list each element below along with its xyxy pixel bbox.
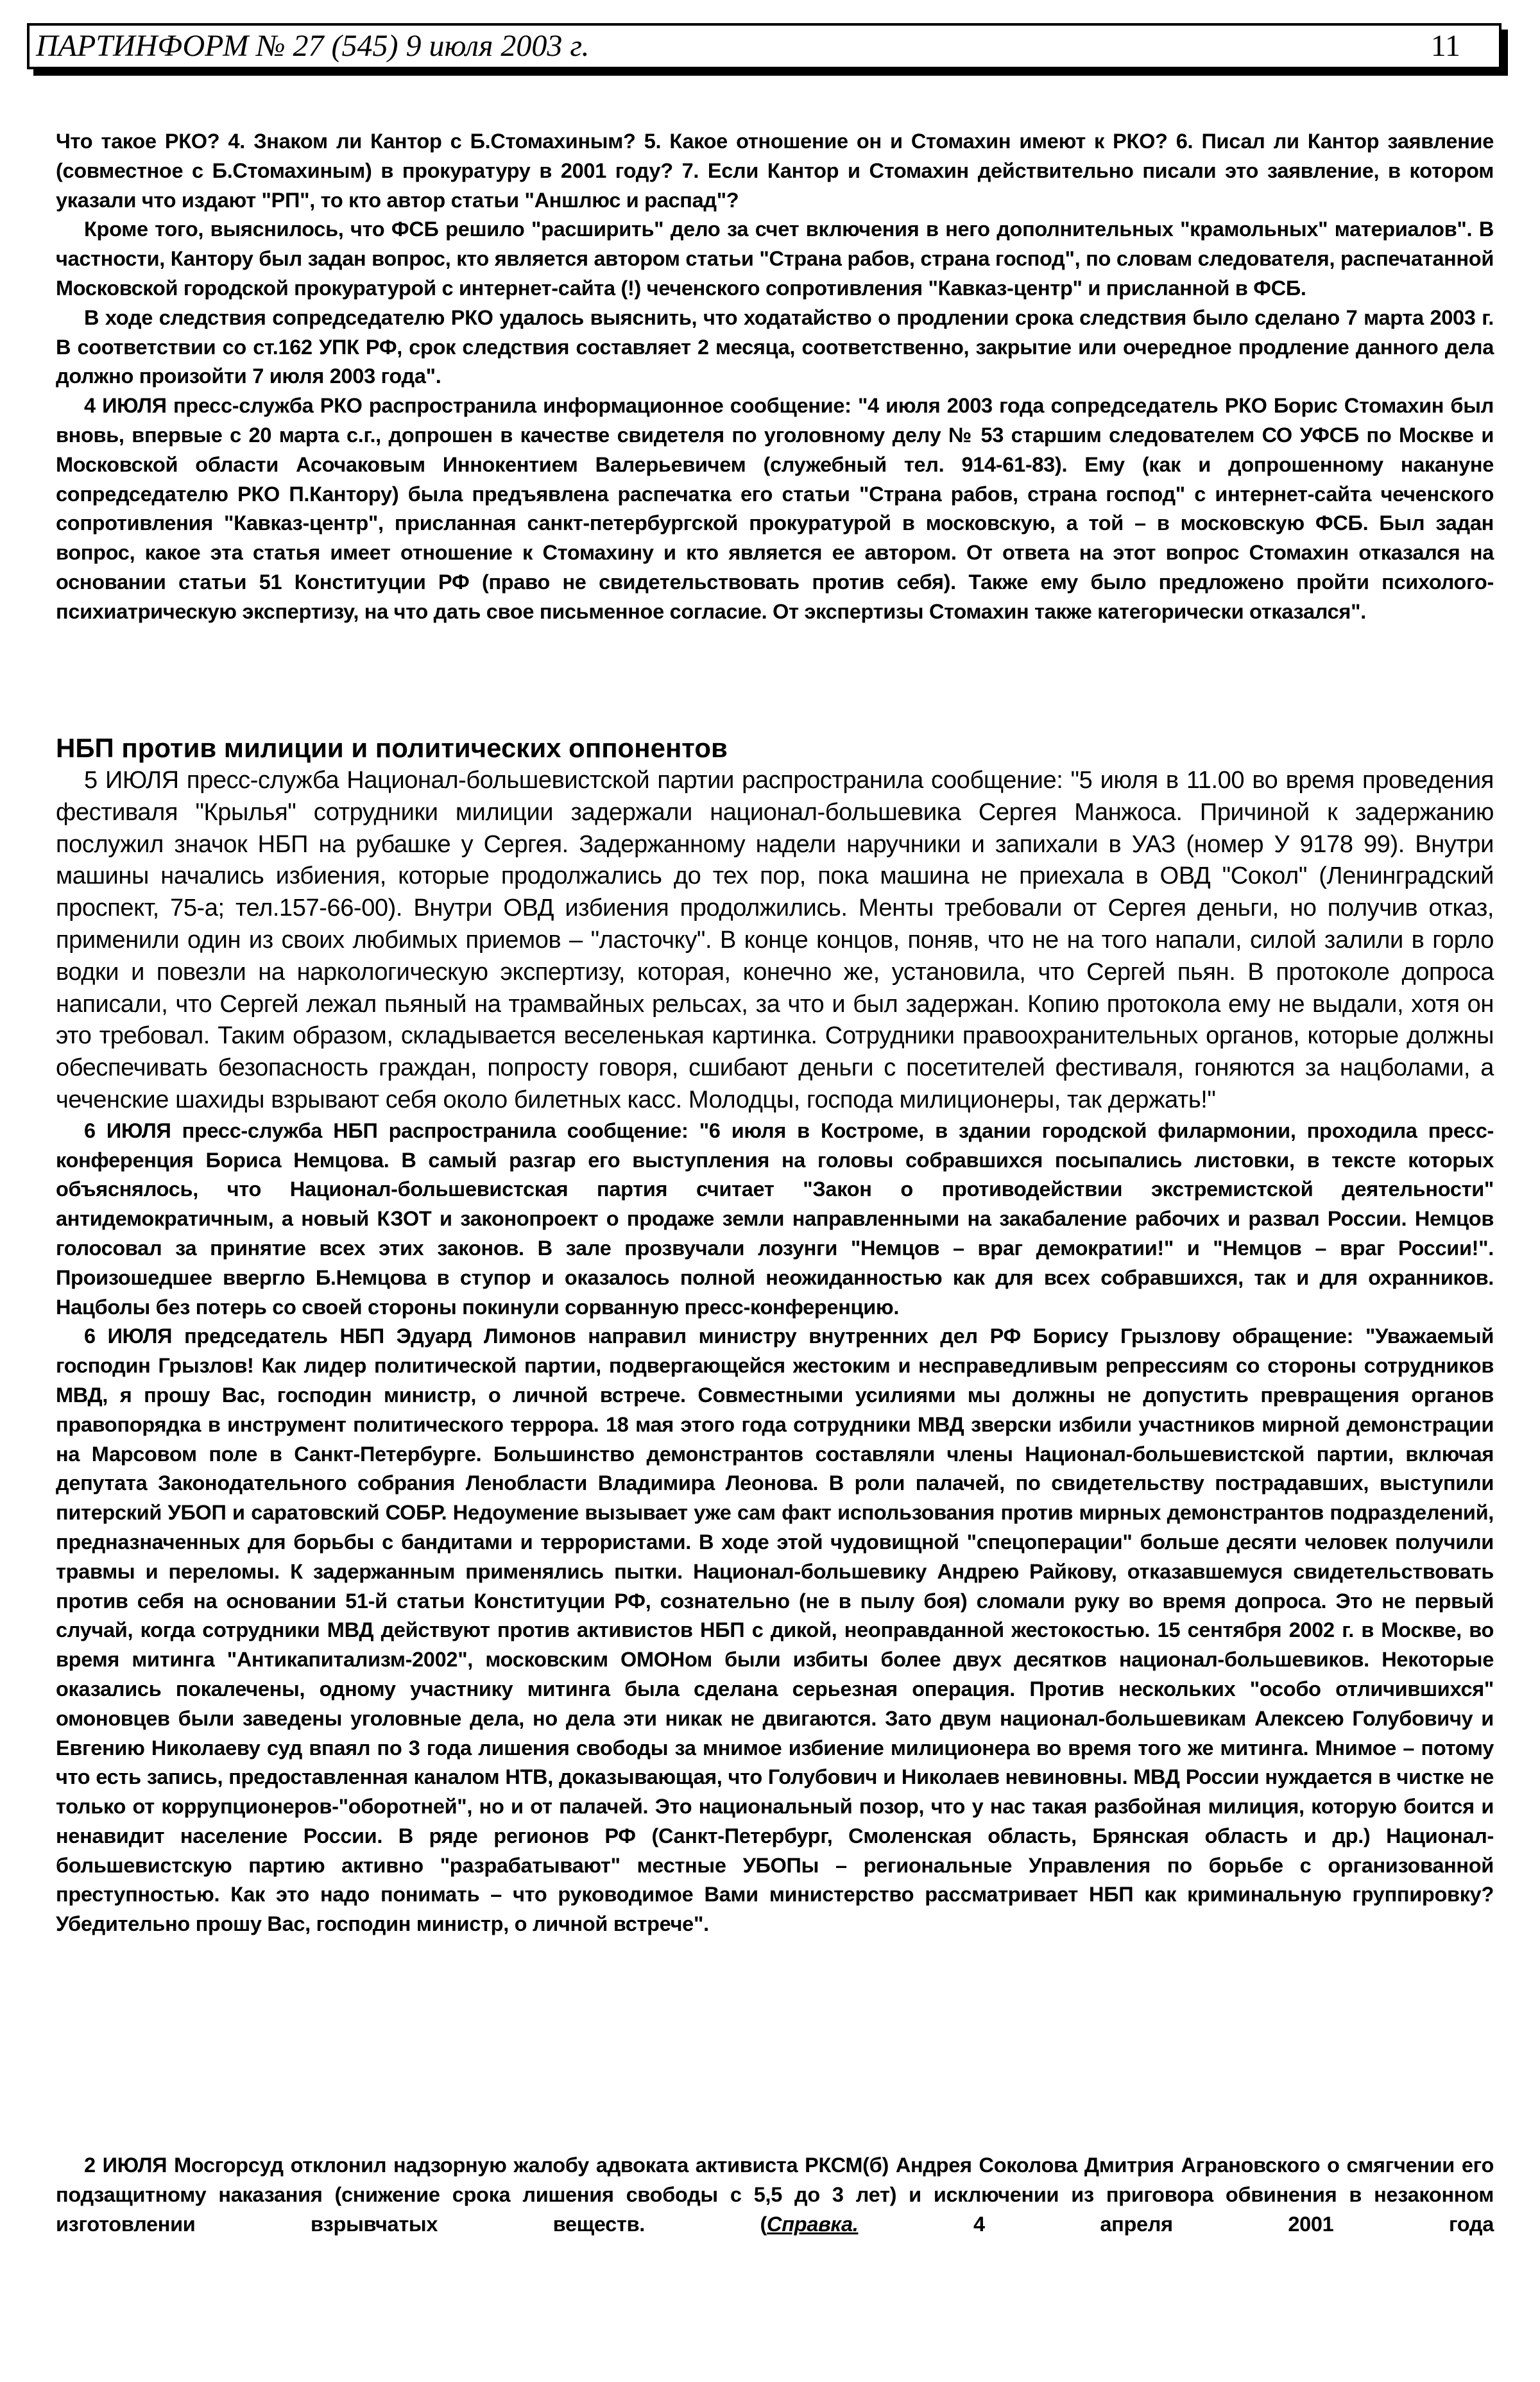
paragraph: 6 ИЮЛЯ пресс-служба НБП распространила сообщение: "6 июля в Костроме, в здании городской филармонии, проходила пресс-конференция Бориса Немцова. В самый разгар его выступления на головы собравшихся посыпались листовки, в тексте которых объяснялось, что Национал-большевистская партия считает "Закон о противодействии экстремистской деятельности" антидемократичным, а новый КЗОТ и законопроект о продаже земли направленными на закабаление рабочих и развал России. Немцов голосовал за принятие всех этих законов. В зале прозвучали лозунги "Немцов – враг демократии!" и "Немцов – враг России!". Произошедшее ввергло Б.Немцова в ступор и оказалось полной неожиданностью как для всех собравшихся, так и для охранников. Нацболы без потерь со своей стороны покинули сорванную пресс-конференцию. — [56, 1118, 1494, 1319]
page-header — [27, 23, 1502, 69]
reference-link[interactable]: Справка. — [767, 2212, 859, 2236]
section-rksm — [56, 2151, 1494, 2239]
publication-title: ПАРТИНФОРМ № 27 (545) 9 июля 2003 г. — [36, 29, 590, 63]
paragraph: 6 ИЮЛЯ председатель НБП Эдуард Лимонов направил министру внутренних дел РФ Борису Грызлову обращение: "Уважаемый господин Грызлов! Как лидер политической партии, подвергающейся жестоким и несправедливым репрессиям со стороны сотрудников МВД, я прошу Вас, господин министр, о личной встрече. Совместными усилиями мы должны не допустить превращения органов правопорядка в инструмент политического террора. 18 мая этого года сотрудники МВД зверски избили участников мирной демонстрации на Марсовом поле в Санкт-Петербурге. Большинство демонстрантов составляли члены Национал-большевистской партии, включая депутата Законодательного собрания Ленобласти Владимира Леонова. В роли палачей, по свидетельству пострадавших, выступили питерский УБОП и саратовский СОБР. Недоумение вызывает уже сам факт использования против мирных демонстрантов подразделений, предназначенных для борьбы с бандитами и террористами. В ходе этой чудовищной "спецоперации" больше десяти человек получили травмы и переломы. К задержанным применялись пытки. Национал-большевику Андрею Райкову, отказавшемуся свидетельствовать против себя на основании 51-й статьи Конституции РФ, сознательно (не в пылу боя) сломали руку во время допроса. Это не первый случай, когда сотрудники МВД действуют против активистов НБП с дикой, неоправданной жестокостью. 15 сентября 2002 г. в Москве, во время митинга "Антикапитализм-2002", московским ОМОНом были избиты более двух десятков национал-большевиков. Некоторые оказались покалечены, одному участнику митинга была сделана серьезная операция. Против нескольких "особо отличившихся" омоновцев были заведены уголовные дела, но дела эти никак не двигаются. Зато двум национал-большевикам Алексею Голубовичу и Евгению Николаеву суд впаял по 3 года лишения свободы за мнимое избиение милиционера во время того же митинга. Мнимое – потому что есть запись, предоставленная каналом НТВ, доказывающая, что Голубович и Николаев невиновны. МВД России нуждается в чистке не только от коррупционеров-"оборотней", но и от палачей. Это национальный позор, что у нас такая разбойная милиция, которую боится и ненавидит население России. В ряде регионов РФ (Санкт-Петербург, Смоленская область, Брянская область и др.) Национал-большевистскую партию активно "разрабатывают" местные УБОПы – региональные Управления по борьбе с организованной преступностью. Как это надо понимать – что руководимое Вами министерство рассматривает НБП как криминальную группировку? Убедительно прошу Вас, господин министр, о личной встрече". — [56, 1324, 1494, 1936]
paragraph: Кроме того, выяснилось, что ФСБ решило "расширить" дело за счет включения в него дополнительных "крамольных" материалов". В частности, Кантору был задан вопрос, кто является автором статьи "Страна рабов, страна господ", по словам следователя, распечатанной Московской городской прокуратурой с интернет-сайта (!) чеченского сопротивления "Кавказ-центр" и присланной в ФСБ. — [56, 218, 1494, 300]
paragraph-text: 2 ИЮЛЯ Мосгорсуд отклонил надзорную жалобу адвоката активиста РКСМ(б) Андрея Соколова Дмитрия Аграновского о смягчении его подзащитному наказания (снижение срока лишения свободы с 5,5 до 3 лет) и исключении из приговора обвинения в незаконном изготовлении взрывчатых веществ. ( — [56, 2154, 1494, 2236]
paragraph — [56, 2151, 1494, 2239]
section-heading: НБП против милиции и политических оппонентов — [56, 733, 728, 763]
section-rko — [56, 127, 1494, 627]
paragraph: 5 ИЮЛЯ пресс-служба Национал-большевистской партии распространила сообщение: "5 июля в 11.00 во время проведения фестиваля "Крылья" сотрудники милиции задержали национал-большевика Сергея Манжоса. Причиной к задержанию послужил значок НБП на рубашке у Сергея. Задержанному надели наручники и запихали в УАЗ (номер У 9178 99). Внутри машины начались избиения, которые продолжались до тех пор, пока машина не приехала в ОВД "Сокол" (Ленинградский проспект, 75-а; тел.157-66-00). Внутри ОВД избиения продолжились. Менты требовали от Сергея деньги, но получив отказ, применили один из своих любимых приемов – "ласточку". В конце концов, поняв, что не на того напали, силой залили в горло водки и повезли на наркологическую экспертизу, которая, конечно же, установила, что Сергей пьян. В протоколе допроса написали, что Сергей лежал пьяный на трамвайных рельсах, за что и был задержан. Копию протокола ему не выдали, хотя он это требовал. Таким образом, складывается веселенькая картинка. Сотрудники правоохранительных органов, которые должны обеспечивать безопасность граждан, попросту говоря, сшибают деньги с посетителей фестиваля, гоняются за нацболами, а чеченские шахиды взрывают себя около билетных касс. Молодцы, господа милиционеры, так держать!" — [56, 767, 1494, 1113]
page-number: 11 — [1430, 29, 1460, 63]
paragraph-tail: 4 апреля 2001 года — [858, 2212, 1494, 2236]
paragraph: В ходе следствия сопредседателю РКО удалось выяснить, что ходатайство о продлении срока следствия было сделано 7 марта 2003 г. В соответствии со ст.162 УПК РФ, срок следствия составляет 2 месяца, соответственно, закрытие или очередное продление данного дела должно произойти 7 июля 2003 года". — [56, 305, 1494, 388]
paragraph: 4 ИЮЛЯ пресс-служба РКО распространила информационное сообщение: "4 июля 2003 года сопредседатель РКО Борис Стомахин был вновь, впервые с 20 марта с.г., допрошен в качестве свидетеля по уголовному делу № 53 старшим следователем СО УФСБ по Москве и Московской области Асочаковым Иннокентием Валерьевичем (служебный тел. 914-61-83). Ему (как и допрошенному накануне сопредседателю РКО П.Кантору) была предъявлена распечатка его статьи "Страна рабов, страна господ" с интернет-сайта чеченского сопротивления "Кавказ-центр", присланная санкт-петербургской прокуратурой в московскую, а той – в московскую ФСБ. Был задан вопрос, какое эта статья имеет отношение к Стомахину и кто является ее автором. От ответа на этот вопрос Стомахин отказался на основании статьи 51 Конституции РФ (право не свидетельствовать против себя). Также ему было предложено пройти психолого-психиатрическую экспертизу, на что дать свое письменное согласие. От экспертизы Стомахин также категорически отказался". — [56, 394, 1494, 623]
section-nbp — [56, 732, 1494, 1939]
paragraph: Что такое РКО? 4. Знаком ли Кантор с Б.Стомахиным? 5. Какое отношение он и Стомахин имеют к РКО? 6. Писал ли Кантор заявление (совместное с Б.Стомахиным) в прокуратуру в 2001 году? 7. Если Кантор и Стомахин действительно писали это заявление, в котором указали что издают "РП", то кто автор статьи "Аншлюс и распад"? — [56, 130, 1494, 212]
